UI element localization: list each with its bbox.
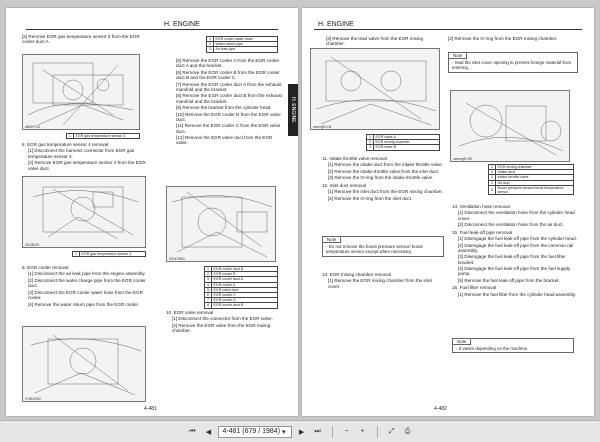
page-number-input[interactable]: 4-481 (679 / 1984) ▾ (218, 426, 291, 438)
page-number: 4-481 (144, 406, 157, 412)
table-row: 2 EGR cooler B (205, 272, 278, 277)
table-row: 7 EGR cooler D (205, 298, 278, 303)
intro-text: [2] Remove EGR gas temperature sensor 3 from the EGR cooler duct A. (22, 34, 140, 45)
print-button[interactable]: ⎙ (404, 427, 411, 435)
table-row: 4 Air duct (489, 180, 574, 185)
figure-egr-sensor-3: ABMVTS4 (22, 54, 140, 130)
viewer-toolbar (0, 420, 600, 442)
toolbar-divider (332, 426, 333, 438)
table-row: 2 Water return pipe (207, 42, 278, 47)
table-row: 6 EGR cooler C (205, 293, 278, 298)
table-row: 3 EGR valve B (367, 145, 440, 150)
figure-egr-cooler-assembly: SXHC9081 (166, 186, 276, 262)
table-row: 1 EGR gas temperature sensor 3 (67, 134, 140, 139)
legend-fig3 (204, 266, 278, 309)
legend-right-fig2 (488, 164, 574, 195)
table-row: 1 EGR gas temperature sensor 4 (73, 252, 146, 257)
table-row: 2 Intake duct (489, 170, 574, 175)
legend-fig2 (72, 251, 146, 257)
figure-intake-duct: mmnegEr-HS (450, 90, 570, 162)
fit-page-button[interactable]: ⤢ (388, 427, 395, 435)
table-row: 1 EGR cooler water hose (207, 37, 278, 42)
table-row: 3 Air leak pipe (207, 47, 278, 52)
section-10-text: 10. EGR valve removal [1] Disconnect the connector from the EGR valve. [2] Remove the EGR valve from the EGR mixing chamber. (166, 310, 273, 334)
page-number: 4-482 (434, 406, 447, 412)
note-boost-sensor: Note - Do not remove the boost pressure sensor/ boost temperature sensor except when necessary. (322, 236, 444, 257)
previous-page-button[interactable]: ◀ (205, 428, 212, 436)
engine-illustration-icon (23, 55, 140, 130)
toolbar-divider (377, 426, 378, 438)
chevron-down-icon[interactable]: ▾ (282, 428, 286, 436)
section-11-text: 11. Intake throttle valve removal [1] Remove the intake duct from the intake throttle valve. [2] Remove the intake throttle valve from the inlet duct. [3] Remove the O-ring from the intake throttle valve. 12. Inlet duct removal [1] Remove the inlet duct from the EGR mixing chamber. [2] Remove the O-ring from the inlet duct. (322, 156, 443, 201)
figure-egr-cooler-pipes: XT8KC9SC (22, 326, 146, 402)
next-page-button[interactable]: ▶ (298, 428, 305, 436)
intro-left-text: [3] Remove the lead valve from the EGR mixing chamber. (326, 36, 424, 47)
last-page-button[interactable]: ⏭ (314, 427, 321, 435)
section-side-tab: H. ENGINE (288, 84, 298, 136)
figure-egr-valves: mnnegEr-1B (310, 48, 440, 130)
header-rule (464, 29, 582, 30)
zoom-in-button[interactable]: + (360, 428, 365, 435)
table-row: 5 Boost pressure sensor/boost temperature sensor (489, 185, 574, 194)
engine-illustration-icon (451, 91, 570, 162)
table-row: 3 EGR cooler duct A (205, 277, 278, 282)
section-9-text: 9. EGR cooler removal [1] Disconnect the air leak pipe from the engine assembly. [2] Disconnect the water charge pipe from the EGR cooler duct. [3] Disconnect the EGR cooler water hose from the EGR cooler. [4] Remove the water return pipe from the EGR cooler. (22, 265, 146, 307)
section-13-text: 13. EGR mixing chamber removal [1] Remove the EGR mixing chamber from the inlet cover. (322, 272, 432, 289)
legend-top (206, 36, 278, 53)
page-right (302, 8, 594, 416)
table-row: 1 EGR cooler duct B (205, 267, 278, 272)
engine-illustration-icon (311, 49, 440, 130)
section-14-16-text: 14. Ventilation hose removal [1] Disconnect the ventilation hose from the cylinder head cover. [2] Disconnect the ventilation hose from the air duct. 15. Fuel leak-off pipe removal [1] Disengage the fuel leak-off pipe from the cylinder head. [2] Disengage the fuel leak-off pipe from the common rail assembly. [3] Disengage the fuel leak-off pipe from the fuel filter bracket. [4] Disengage the fuel leak-off pipe from the fuel supply pump. [5] Remove the fuel leak-off pipe from the bracket. 16. Fuel filter removal [1] Remove the fuel filter from the cylinder head assembly. (452, 204, 577, 297)
header-rule (26, 29, 278, 30)
note-seal: Note - Seal the inlet cover opening to prevent foreign material from entering. (448, 52, 578, 73)
page-left (6, 8, 298, 416)
zoom-out-button[interactable]: − (344, 428, 349, 435)
first-page-button[interactable]: ⏮ (189, 427, 196, 435)
legend-fig1 (66, 133, 140, 139)
table-row: 4 EGR cooler A (205, 282, 278, 287)
figure-egr-sensor-4: SXC803G (22, 176, 146, 248)
steps-egr-cooler: [5] Remove the EGR cooler A from the EGR cooler duct A and the bracket. [6] Remove the EGR cooler B from the EGR cooler duct B and the EGR cooler C. [7] Remove the EGR cooler duct A from the exhaust manifold and the bracket. [8] Remove the EGR cooler duct B from the exhaust manifold and the bracket. [9] Remove the bracket from the cylinder head. [10] Remove the EGR cooler D from the EGR valve duct. [11] Remove the EGR cooler C from the EGR valve duct. [12] Remove the EGR valve duct from the EGR valve. (176, 58, 282, 146)
page-header: H. ENGINE (314, 20, 464, 30)
table-row: 8 EGR cooler duct B (205, 303, 278, 308)
table-row: 2 EGR mixing chamber (367, 140, 440, 145)
engine-illustration-icon (23, 327, 146, 402)
page-header: H. ENGINE (160, 20, 278, 30)
legend-right-fig1 (366, 134, 440, 151)
table-row: 1 EGR mixing chamber (489, 165, 574, 170)
table-row: 5 EGR valve duct (205, 287, 278, 292)
section-8-text: 8. EGR gas temperature sensor 4 removal [1] Disconnect the harness connector from EGR gas temperature sensor 4. [2] Remove EGR gas temperature sensor 4 from the EGR valve duct. (22, 142, 146, 171)
intro-right-text: [2] Remove the O-ring from the EGR mixing chamber. (448, 36, 558, 41)
table-row: 3 Intake throttle valve (489, 175, 574, 180)
table-row: 1 EGR valve A (367, 135, 440, 140)
engine-illustration-icon (23, 177, 146, 248)
engine-illustration-icon (167, 187, 276, 262)
note-varies: Note - It varies depending on the machine. (452, 338, 574, 353)
